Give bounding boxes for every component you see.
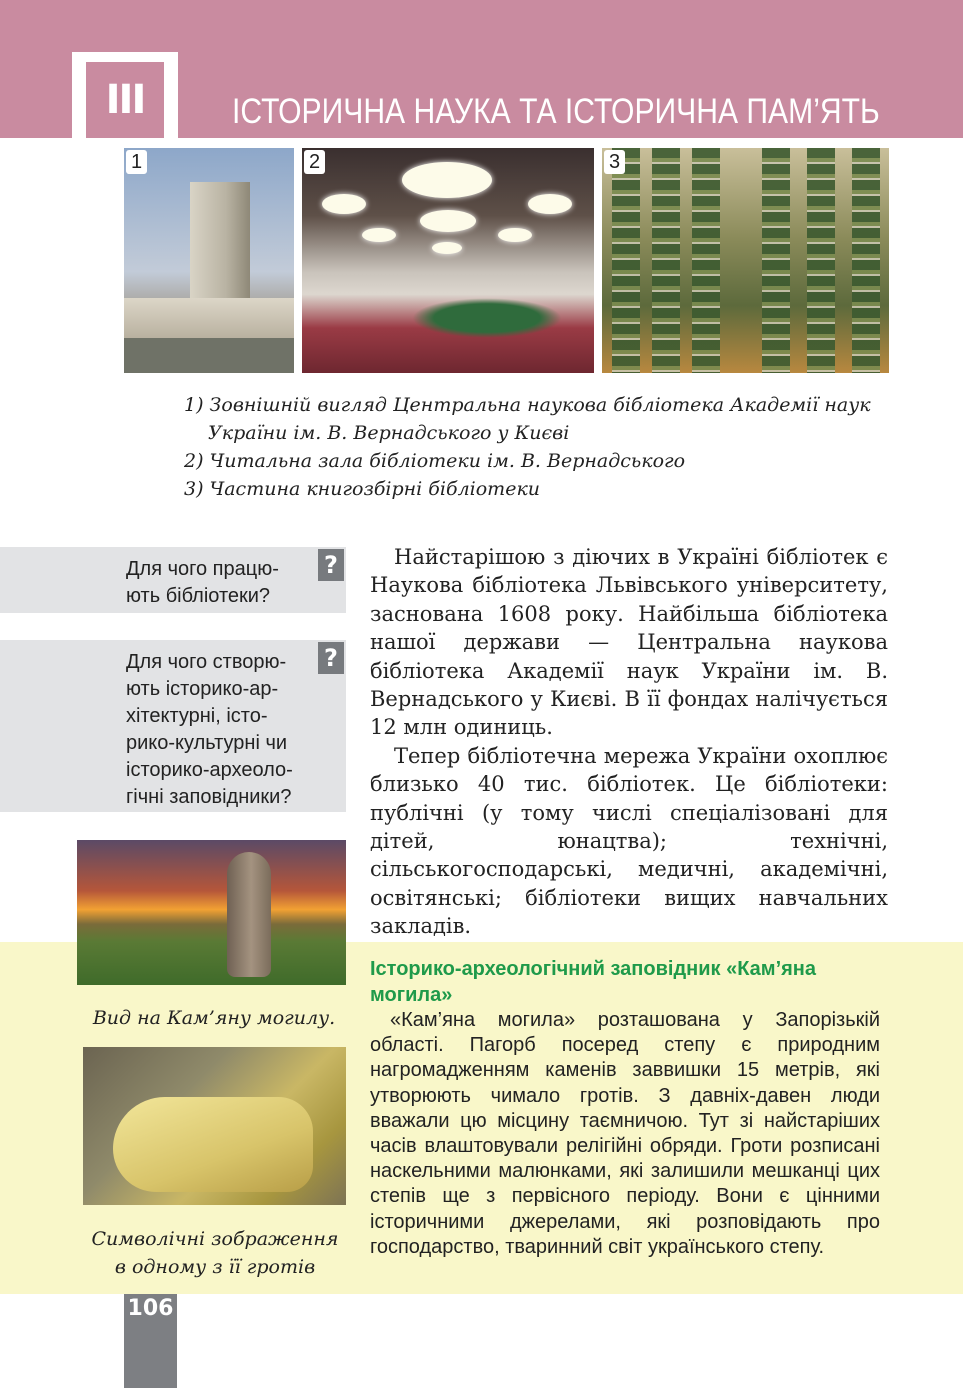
photo-number: 3: [604, 150, 625, 174]
cave-drawings-photo: [83, 1047, 346, 1205]
question-line: історико-археоло-: [126, 759, 293, 781]
ceiling-light: [362, 228, 396, 242]
cave-slab: [113, 1097, 313, 1192]
question-box: [0, 640, 346, 812]
question-mark-icon: ?: [318, 642, 344, 674]
reading-hall-plants: [412, 298, 562, 338]
ceiling-light: [420, 210, 476, 232]
question-mark-icon: ?: [318, 549, 344, 581]
bookshelf: [852, 148, 880, 373]
reserve-heading: [370, 956, 890, 1008]
bookshelf: [762, 148, 790, 373]
question-box: [0, 547, 346, 613]
question-line: хітектурні, істо-: [126, 705, 268, 727]
paragraph: «Кам’яна могила» розташована у Запорізькій області. Пагорб посеред степу є природним нагромадженням каменів заввишки 15 метрів, які утворюють чимало гротів. З давніх-давен люди вважали цю місцину таємничою. Тут зі найстаріших часів влаштовували релігійні обряди. Гроти розписані наскельними малюнками, які залишили мешканці цих степів ще з первісного періоду. Вони є цінними історичними джерелами, які розповідають про господарство, тваринний світ українського степу.: [370, 1009, 880, 1258]
book-stacks-photo: [602, 148, 889, 373]
question-line: ють історико-ар-: [126, 678, 279, 700]
bookshelf: [652, 148, 680, 373]
stone-grave-photo: [77, 840, 346, 985]
photo-number: 1: [126, 150, 147, 174]
question-text: [126, 649, 293, 811]
heading-line: могила»: [370, 984, 453, 1006]
question-line: Для чого працю-: [126, 558, 279, 580]
bookshelf: [692, 148, 720, 373]
ceiling-light: [432, 242, 462, 254]
library-exterior-photo: [124, 148, 294, 373]
photo-number: 2: [304, 150, 325, 174]
question-line: ють бібліотеки?: [126, 585, 271, 607]
main-text: [370, 543, 888, 941]
question-line: рико-культурні чи: [126, 732, 288, 754]
caption-line: Символічні зображення: [91, 1228, 339, 1250]
caption-line: 1) Зовнішній вигляд Центральна наукова бібліотека Академії наук: [184, 394, 871, 416]
question-line: Для чого створю-: [126, 651, 287, 673]
cave-photo-caption: [84, 1225, 346, 1281]
ceiling-light: [402, 162, 492, 198]
stone-photo-caption: Вид на Кам’яну могилу.: [92, 1007, 336, 1029]
chapter-badge: [72, 52, 178, 152]
library-base-building: [124, 298, 294, 338]
paragraph: Найстарішою з діючих в Україні бібліотек є Наукова бібліотека Львівського університету, заснована 1608 року. Найбільша бібліотека нашої держави — Центральна наукова бібліотека Академії наук України ім. В. Вернадського у Києві. В її фондах налічується 12 млн одиниць.: [370, 545, 888, 740]
paragraph: Тепер бібліотечна мережа України охоплює близько 40 тис. бібліотек. Це бібліотеки: публічні (у тому числі спеціалізовані для дітей, юнацтва); технічні, сільськогосподарські, медичні, академічні, освітянські; бібліотеки вищих навчальних закладів.: [370, 743, 888, 939]
reserve-text: [370, 1008, 880, 1260]
caption-line: України ім. В. Вернадського у Києві: [208, 422, 570, 444]
library-ground: [124, 338, 294, 373]
chapter-number: III: [86, 62, 164, 138]
heading-line: Історико-археологічний заповідник «Кам’яна: [370, 958, 816, 980]
caption-line: 2) Читальна зала бібліотеки ім. В. Вернадського: [184, 450, 686, 472]
question-text: [126, 556, 279, 610]
page-number: 106: [127, 1296, 174, 1321]
stone-idol: [227, 852, 271, 977]
chapter-title: ІСТОРИЧНА НАУКА ТА ІСТОРИЧНА ПАМ’ЯТЬ: [232, 92, 880, 131]
reading-hall-photo: [302, 148, 594, 373]
question-line: гічні заповідники?: [126, 786, 292, 808]
caption-line: 3) Частина книгозбірні бібліотеки: [184, 478, 541, 500]
bookshelf: [612, 148, 640, 373]
ceiling-light: [528, 194, 572, 214]
bookshelf: [807, 148, 835, 373]
caption-line: в одному з її гротів: [114, 1256, 316, 1278]
ceiling-light: [322, 194, 366, 214]
photo-captions: [184, 391, 871, 503]
ceiling-light: [498, 228, 532, 242]
